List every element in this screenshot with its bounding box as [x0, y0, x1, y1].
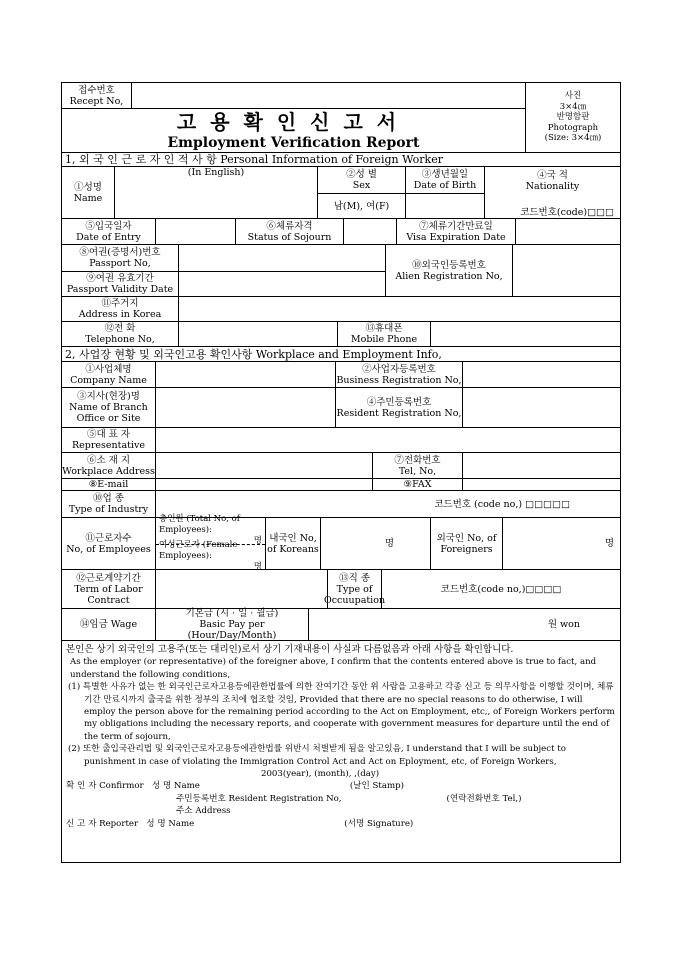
label-en: Date of Entry	[76, 231, 141, 243]
label-ko: ⑤입국일자	[85, 220, 132, 232]
title-block	[62, 109, 526, 153]
tel-label	[373, 453, 463, 479]
label-en: Date of Birth	[413, 180, 477, 191]
fax-field[interactable]	[463, 479, 621, 491]
contract-term-label	[62, 570, 156, 609]
label-en: Representative	[72, 440, 145, 451]
label-en: Visa Expiration Date	[406, 231, 506, 243]
workplace-address-field[interactable]	[156, 453, 373, 479]
label-en: Basic Pay per (Hour/Day/Month)	[187, 619, 277, 641]
telephone-label	[62, 322, 179, 347]
occupation-code-field[interactable]: 코드번호(code no,)□□□□	[382, 570, 621, 609]
receipt-label-ko: 접수번호	[78, 84, 115, 96]
business-registration-label	[336, 362, 463, 388]
resident-registration-field[interactable]	[463, 388, 621, 428]
employment-verification-form	[61, 82, 621, 863]
occupation-label	[323, 570, 386, 609]
label-ko: ③생년월일	[421, 169, 469, 180]
section-2-heading: 2, 사업장 현황 및 외국인고용 확인사항 Workplace and Employment Info,	[62, 347, 621, 362]
entry-date-label	[62, 219, 156, 245]
employees-label	[62, 518, 156, 570]
alien-registration-field[interactable]	[513, 245, 621, 297]
passport-validity-field[interactable]	[179, 272, 386, 297]
sojourn-field[interactable]	[344, 219, 397, 245]
label-ko: ①성명	[74, 181, 102, 193]
label-en: Type of Occuupation	[323, 583, 386, 606]
declaration	[62, 641, 621, 863]
label-ko: ⑪근로자수	[85, 532, 132, 544]
koreans-field[interactable]: 명	[321, 518, 431, 570]
label-ko: ⑩외국인등록번호	[412, 259, 486, 271]
label-en: Passport Validity Date	[66, 284, 174, 295]
label-ko: ⑦체류기간만료일	[419, 220, 493, 232]
tel-field[interactable]	[463, 453, 621, 479]
industry-field[interactable]: 코드번호 (code no,) □□□□□	[156, 491, 621, 518]
confirmer-label: 확 인 자 Confirmor	[66, 781, 144, 792]
label-en: Term of Labor Contract	[74, 583, 143, 606]
photo-text: (Size: 3×4㎝)	[544, 133, 602, 144]
branch-field[interactable]	[156, 388, 336, 428]
wage-field[interactable]: 원 won	[309, 609, 621, 641]
email-field[interactable]	[156, 479, 373, 491]
total-female-field[interactable]	[156, 514, 266, 572]
label-ko: ⑨여권 유효기간	[86, 273, 154, 284]
label-en: Name of Branch Office or Site	[69, 402, 148, 424]
company-field[interactable]	[156, 362, 336, 388]
label-ko: ⑫전 화	[104, 323, 136, 334]
visa-expiration-label	[397, 219, 516, 245]
declaration-ko: 본인은 상기 외국인의 고용주(또는 대리인)로서 상기 기재내용이 사실과 다름없음과 아래 사항을 확인합니다.	[66, 644, 514, 655]
sojourn-label	[236, 219, 344, 245]
condition-1: (1) 특별한 사유가 없는 한 외국인근로자고용등에관한법률에 의한 잔여기간 동안 위 사람을 고용하고 각종 신고 등 의무사항을 이행할 것이며, 체류기간 만료시까지 출국을 위한 정부의 조치에 협조할 것임, Provided that there are no special reasons to do otherwise, I will employ the person above for the remaining period according to the Act on Employment, etc,, of Foreign Workers perform my obligations including the necessary reports, and cooperate with government measures for departure until the end of the term of sojourn,	[68, 682, 615, 742]
label-ko: ④국 적	[537, 169, 568, 181]
resident-registration-label	[336, 388, 463, 428]
female-employees-label: 여성근로자 (Female Employees):	[159, 539, 238, 561]
signature-label: (서명 Signature)	[344, 818, 414, 829]
receipt-field[interactable]	[132, 83, 526, 109]
label-ko: ⑥체류자격	[266, 220, 313, 232]
label-en: Resident Registration No,	[336, 407, 462, 419]
stamp-label: (날인 Stamp)	[349, 781, 404, 792]
label-en: No, of Employees	[66, 543, 151, 555]
label-ko: ⑫근로계약기간	[76, 572, 141, 584]
label-ko: ⑧여권(증명서)번호	[79, 247, 161, 258]
label-ko: ③지사(현장)명	[77, 391, 140, 402]
label-ko: ④주민등록번호	[366, 396, 432, 408]
title-en: Employment Verification Report	[167, 134, 420, 151]
reporter-name-label: 성 명 Name	[146, 818, 195, 829]
label-en: Telephone No,	[85, 334, 155, 345]
label-en: Company Name	[70, 374, 147, 386]
label-ko: ⑪주거지	[101, 298, 139, 309]
date-line[interactable]: 2003(year), (month), ,(day)	[261, 769, 380, 780]
reporter-label: 신 고 자 Reporter	[66, 818, 139, 829]
nationality-label	[485, 167, 621, 194]
alien-registration-label	[386, 245, 513, 297]
representative-field[interactable]	[156, 428, 621, 453]
label-en: Address in Korea	[78, 309, 162, 320]
passport-validity-label	[62, 272, 179, 297]
photo-text: Photograph	[547, 122, 599, 133]
confirmer-address-label: 주소 Address	[176, 806, 231, 817]
foreigners-label: 외국인 No, of Foreigners	[431, 518, 503, 570]
label-en: Nationality	[525, 180, 580, 192]
confirmer-name-label: 성 명 Name	[151, 781, 200, 792]
dob-label	[406, 167, 485, 194]
dob-field[interactable]	[406, 194, 485, 219]
label-en: Name	[73, 192, 103, 204]
condition-2: (2) 또한 출입국관리법 및 외국인근로자고용등에관한법률 위반시 처벌받게 됨을 알고있음, I understand that I will be subject to punishment in case of violating the Immigration Control Act and Act on Eployment, etc, of Foreign Workers,	[68, 744, 566, 767]
company-label	[62, 362, 156, 388]
fax-label: ⑨FAX	[373, 479, 463, 491]
wage-label: ⑭임금 Wage	[62, 609, 156, 641]
entry-date-field[interactable]	[156, 219, 236, 245]
contact-tel-label: (연락전화번호 Tel,)	[446, 793, 522, 804]
sex-label	[318, 167, 406, 194]
label-ko: ⑬휴대폰	[365, 323, 403, 334]
nationality-code-field[interactable]: 코드번호(code)□□□	[485, 194, 621, 219]
photo-box[interactable]	[526, 83, 621, 153]
label-en: Type of Industry	[68, 504, 149, 515]
in-english-hint: (In English)	[187, 167, 245, 178]
confirmer-resreg-label: 주민등록번호 Resident Registration No,	[176, 793, 342, 804]
mobile-field[interactable]	[431, 322, 621, 347]
visa-expiration-field[interactable]	[516, 219, 621, 245]
business-registration-field[interactable]	[463, 362, 621, 388]
label-ko: ②사업자등록번호	[362, 363, 436, 375]
label-en: Alien Registration No,	[395, 270, 503, 282]
label-en: Workplace Address	[62, 465, 155, 477]
label-ko: ⑬직 종	[339, 572, 370, 584]
label-en: Mobile Phone	[350, 334, 418, 345]
total-employees-label: 총인원 (Total No, of Employees):	[159, 514, 240, 536]
label-ko: 기본급 (시 · 일 · 월급)	[185, 608, 279, 619]
receipt-label	[62, 83, 132, 109]
label-en: Business Registration No,	[336, 374, 462, 386]
unit-label: 명	[253, 536, 262, 547]
address-field[interactable]	[179, 297, 621, 322]
label-en: Sex	[352, 180, 371, 191]
telephone-field[interactable]	[179, 322, 338, 347]
declaration-en: As the employer (or representative) of the foreigner above, I confirm that the contents entered above is true to fact, and understand the following conditions,	[70, 657, 597, 680]
label-en: Passport No,	[89, 258, 151, 269]
label-en: Status of Sojourn	[247, 231, 332, 243]
label-en: Tel, No,	[398, 465, 437, 477]
label-ko: ⑦전화번호	[394, 454, 441, 466]
photo-text: 사진	[564, 91, 582, 102]
representative-label	[62, 428, 156, 453]
workplace-address-label	[62, 453, 156, 479]
contract-term-field[interactable]	[156, 570, 328, 609]
photo-text: 3×4㎝	[559, 101, 587, 112]
address-label	[62, 297, 179, 322]
name-field[interactable]	[115, 167, 318, 219]
passport-label	[62, 245, 179, 272]
foreigners-field[interactable]: 명	[503, 518, 621, 570]
label-ko: ②성 별	[346, 169, 377, 180]
label-ko: ⑤대 표 자	[86, 429, 131, 440]
passport-field[interactable]	[179, 245, 386, 272]
koreans-label: 내국인 No, of Koreans	[266, 518, 321, 570]
label-ko: ①사업체명	[85, 363, 132, 375]
section-1-heading: 1, 외 국 인 근 로 자 인 적 사 항 Personal Information of Foreign Worker	[62, 153, 621, 167]
label-ko: ⑥소 재 지	[86, 454, 131, 466]
photo-text: 반명함판	[556, 112, 590, 123]
receipt-label-en: Recept No,	[69, 95, 124, 107]
sex-field[interactable]: 남(M), 여(F)	[318, 194, 406, 219]
basic-pay-label	[156, 609, 309, 641]
industry-label	[62, 491, 156, 518]
branch-label	[62, 388, 156, 428]
mobile-label	[338, 322, 431, 347]
email-label: ⑧E-mail	[62, 479, 156, 491]
label-ko: ⑩업 종	[93, 493, 124, 504]
name-label	[62, 167, 115, 219]
unit-label: 명	[253, 561, 262, 572]
title-ko: 고용확인신고서	[176, 109, 411, 134]
